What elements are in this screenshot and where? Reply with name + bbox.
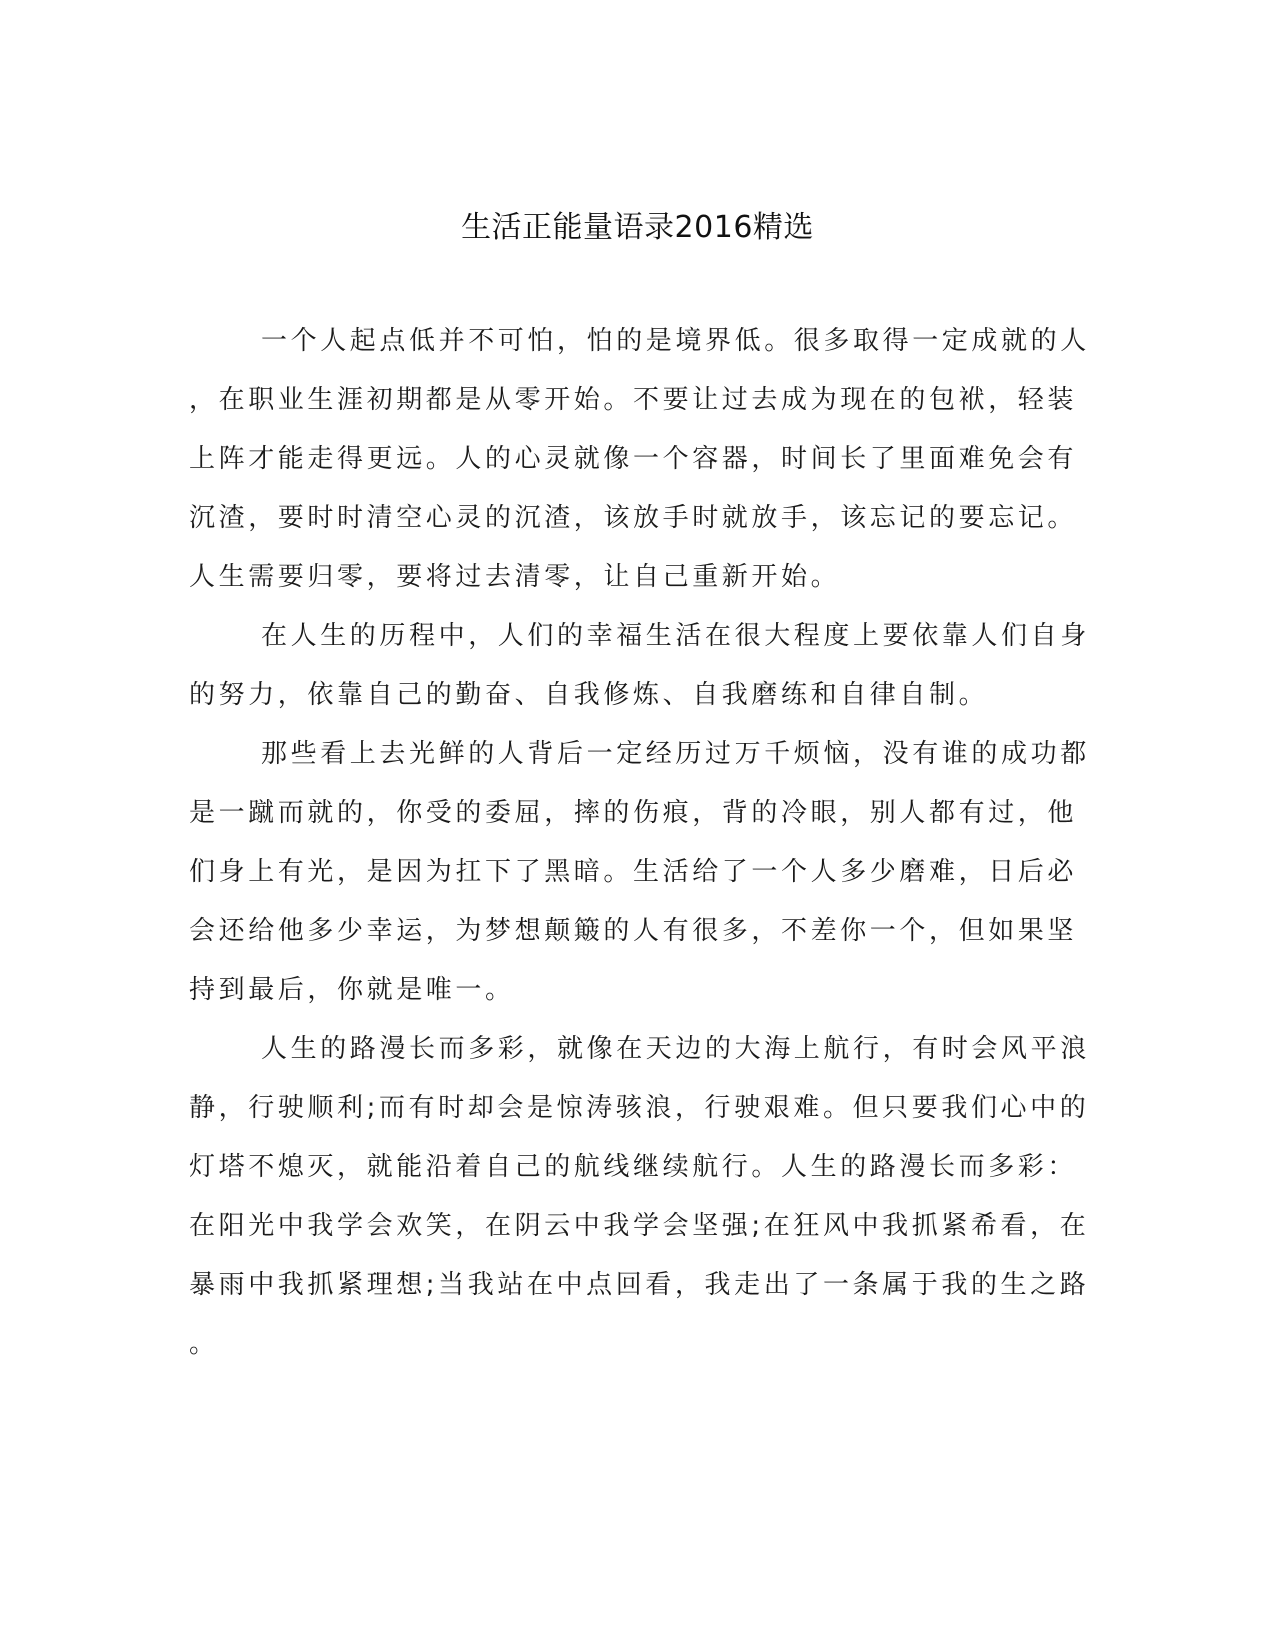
text-line-content: 那些看上去光鲜的人背后一定经历过万千烦恼，没有谁的成功都 (261, 739, 1090, 769)
text-line-content: 在人生的历程中，人们的幸福生活在很大程度上要依靠人们自身 (261, 621, 1090, 651)
text-line-content: 沉渣，要时时清空心灵的沉渣，该放手时就放手，该忘记的要忘记。 (189, 503, 1078, 533)
text-line-content: 一个人起点低并不可怕，怕的是境界低。很多取得一定成就的人 (261, 326, 1090, 356)
text-line-content: 持到最后，你就是唯一。 (189, 975, 515, 1005)
text-line-content: 灯塔不熄灭，就能沿着自己的航线继续航行。人生的路漫长而多彩： (189, 1152, 1078, 1182)
text-line-content: ，在职业生涯初期都是从零开始。不要让过去成为现在的包袱，轻装 (189, 385, 1078, 415)
text-line-content: 人生的路漫长而多彩，就像在天边的大海上航行，有时会风平浪 (261, 1034, 1090, 1064)
text-line-content: 。 (189, 1329, 219, 1359)
text-line-content: 在阳光中我学会欢笑，在阴云中我学会坚强;在狂风中我抓紧希看，在 (189, 1211, 1090, 1241)
text-line-content: 上阵才能走得更远。人的心灵就像一个容器，时间长了里面难免会有 (189, 444, 1078, 474)
text-line-content: 是一蹴而就的，你受的委屈，摔的伤痕，背的冷眼，别人都有过，他 (189, 798, 1078, 828)
text-line-content: 会还给他多少幸运，为梦想颠簸的人有很多，不差你一个，但如果坚 (189, 916, 1078, 946)
text-line-content: 的努力，依靠自己的勤奋、自我修炼、自我磨练和自律自制。 (189, 680, 989, 710)
text-line-content: 静，行驶顺利;而有时却会是惊涛骇浪，行驶艰难。但只要我们心中的 (189, 1093, 1090, 1123)
document-title: 生活正能量语录2016精选 (461, 210, 814, 245)
text-line-content: 暴雨中我抓紧理想;当我站在中点回看，我走出了一条属于我的生之路 (189, 1270, 1090, 1300)
text-line-content: 们身上有光，是因为扛下了黑暗。生活给了一个人多少磨难，日后必 (189, 857, 1078, 887)
text-line-content: 人生需要归零，要将过去清零，让自己重新开始。 (189, 562, 841, 592)
